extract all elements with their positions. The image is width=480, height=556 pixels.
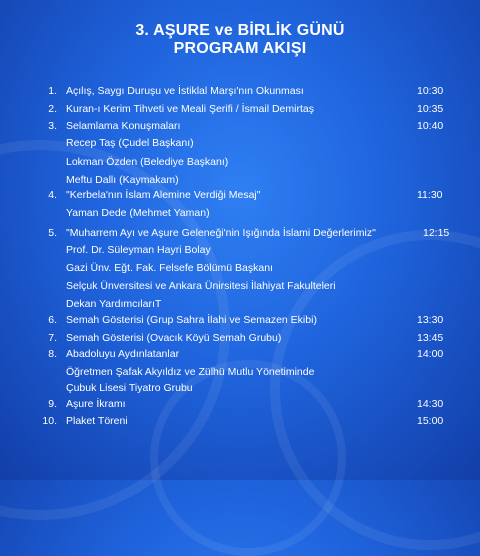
program-row: [0, 187, 480, 204]
item-text: Prof. Dr. Süleyman Hayri Bolay: [66, 244, 211, 256]
item-text: Dekan YardımcılarıT: [66, 298, 162, 310]
program-row: [0, 135, 480, 152]
item-time: 13:30: [417, 314, 444, 326]
item-text: "Muharrem Ayı ve Aşure Geleneği'nin Işığında İslami Değerlerimiz": [66, 227, 376, 239]
item-text: Çubuk Lisesi Tiyatro Grubu: [66, 382, 193, 394]
program-row: [0, 364, 480, 381]
item-time: 12:15: [423, 227, 450, 239]
item-number: 6.: [48, 314, 57, 326]
item-number: 5.: [48, 227, 57, 239]
item-text: Yaman Dede (Mehmet Yaman): [66, 207, 210, 219]
program-row: [0, 296, 480, 313]
item-time: 14:30: [417, 398, 444, 410]
item-text: Recep Taş (Çudel Başkanı): [66, 137, 194, 149]
item-number: 4.: [48, 189, 57, 201]
program-row: [0, 260, 480, 277]
item-time: 13:45: [417, 332, 444, 344]
item-time: 10:35: [417, 103, 444, 115]
event-title: 3. AŞURE ve BİRLİK GÜNÜ: [135, 22, 345, 39]
program-row: [0, 242, 480, 259]
item-text: Abadoluyu Aydınlatanlar: [66, 348, 180, 360]
item-time: 10:30: [417, 85, 444, 97]
program-row: [0, 346, 480, 363]
item-time: 10:40: [417, 120, 444, 132]
item-time: 14:00: [417, 348, 444, 360]
item-number: 10.: [42, 415, 57, 427]
item-text: Semah Gösterisi (Grup Sahra İlahi ve Semazen Ekibi): [66, 314, 317, 326]
item-text: Kuran-ı Kerim Tihveti ve Meali Şerifi / İsmail Demirtaş: [66, 103, 314, 115]
program-row: [0, 312, 480, 329]
program-row: [0, 225, 480, 242]
item-text: Selamlama Konuşmaları: [66, 120, 181, 132]
program-row: [0, 278, 480, 295]
item-time: 15:00: [417, 415, 444, 427]
item-text: Semah Gösterisi (Ovacık Köyü Semah Grubu): [66, 332, 282, 344]
item-text: Lokman Özden (Belediye Başkanı): [66, 156, 229, 168]
item-text: Plaket Töreni: [66, 415, 128, 427]
item-text: Gazi Ünv. Eğt. Fak. Felsefe Bölümü Başkanı: [66, 262, 273, 274]
item-text: "Kerbela'nın İslam Alemine Verdiği Mesaj": [66, 189, 261, 201]
item-time: 11:30: [417, 189, 443, 201]
program-title: PROGRAM AKIŞI: [173, 40, 307, 57]
program-row: [0, 396, 480, 413]
program-row: [0, 205, 480, 222]
item-number: 2.: [48, 103, 57, 115]
item-number: 3.: [48, 120, 57, 132]
item-text: Selçuk Ünversitesi ve Ankara Ünirsitesi İlahiyat Fakulteleri: [66, 280, 336, 292]
program-row: [0, 380, 480, 397]
program-row: [0, 413, 480, 430]
item-number: 1.: [48, 85, 57, 97]
item-text: Meftu Dallı (Kaymakam): [66, 174, 179, 186]
item-number: 7.: [48, 332, 57, 344]
program-row: [0, 83, 480, 100]
program-row: [0, 330, 480, 347]
program-row: [0, 101, 480, 118]
item-text: Açılış, Saygı Duruşu ve İstiklal Marşı'nın Okunması: [66, 85, 304, 97]
item-number: 8.: [48, 348, 57, 360]
item-text: Aşure İkramı: [66, 398, 126, 410]
program-row: [0, 154, 480, 171]
program-row: [0, 118, 480, 135]
item-text: Öğretmen Şafak Akyıldız ve Zülhü Mutlu Yönetiminde: [66, 366, 315, 378]
item-number: 9.: [48, 398, 57, 410]
